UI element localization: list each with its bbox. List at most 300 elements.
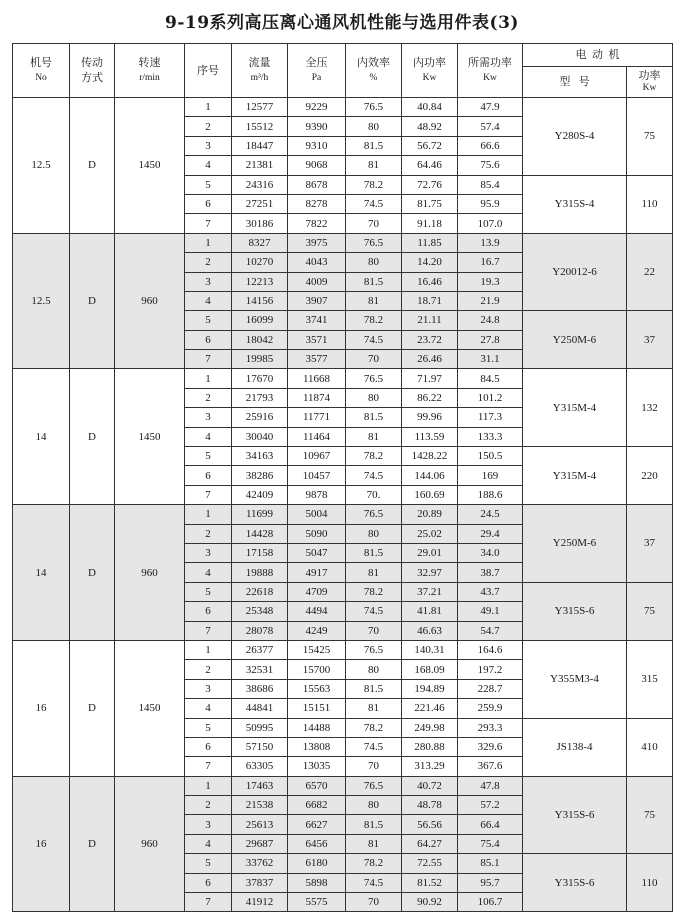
speed-cell: 1450: [115, 369, 185, 505]
pressure-cell: 5090: [288, 524, 346, 543]
flow-cell: 42409: [232, 485, 288, 504]
flow-cell: 21793: [232, 388, 288, 407]
flow-cell: 44841: [232, 699, 288, 718]
inner-power-cell: 14.20: [402, 253, 458, 272]
flow-cell: 18447: [232, 136, 288, 155]
motor-model-cell: Y250M-6: [523, 505, 627, 583]
required-power-cell: 16.7: [458, 253, 523, 272]
required-power-cell: 21.9: [458, 291, 523, 310]
required-power-cell: 66.4: [458, 815, 523, 834]
pressure-cell: 10967: [288, 447, 346, 466]
flow-cell: 25613: [232, 815, 288, 834]
seq-cell: 6: [185, 330, 232, 349]
seq-cell: 5: [185, 175, 232, 194]
efficiency-cell: 76.5: [346, 776, 402, 795]
pressure-cell: 4917: [288, 563, 346, 582]
required-power-cell: 49.1: [458, 602, 523, 621]
seq-cell: 5: [185, 854, 232, 873]
fan-performance-table: [12, 43, 673, 912]
flow-cell: 29687: [232, 834, 288, 853]
header-inner-power: 内功率 Kw: [402, 44, 458, 98]
required-power-cell: 75.6: [458, 156, 523, 175]
seq-cell: 2: [185, 388, 232, 407]
efficiency-cell: 74.5: [346, 330, 402, 349]
seq-cell: 3: [185, 815, 232, 834]
efficiency-cell: 78.2: [346, 175, 402, 194]
flow-cell: 38286: [232, 466, 288, 485]
flow-cell: 17670: [232, 369, 288, 388]
efficiency-cell: 76.5: [346, 369, 402, 388]
speed-cell: 1450: [115, 98, 185, 234]
inner-power-cell: 90.92: [402, 893, 458, 912]
table-row: [13, 505, 673, 524]
required-power-cell: 107.0: [458, 214, 523, 233]
seq-cell: 6: [185, 602, 232, 621]
required-power-cell: 19.3: [458, 272, 523, 291]
flow-cell: 21381: [232, 156, 288, 175]
pressure-cell: 4043: [288, 253, 346, 272]
inner-power-cell: 313.29: [402, 757, 458, 776]
table-row: [13, 640, 673, 659]
required-power-cell: 47.8: [458, 776, 523, 795]
motor-model-cell: JS138-4: [523, 718, 627, 776]
motor-power-cell: 110: [627, 175, 673, 233]
header-motor-model: 型 号: [523, 67, 627, 98]
motor-power-cell: 132: [627, 369, 673, 447]
seq-cell: 2: [185, 253, 232, 272]
header-motor: 电 动 机: [523, 44, 673, 67]
seq-cell: 2: [185, 117, 232, 136]
seq-cell: 1: [185, 640, 232, 659]
efficiency-cell: 80: [346, 524, 402, 543]
table-row: [13, 369, 673, 388]
efficiency-cell: 76.5: [346, 233, 402, 252]
efficiency-cell: 78.2: [346, 854, 402, 873]
seq-cell: 3: [185, 408, 232, 427]
motor-power-cell: 75: [627, 776, 673, 854]
header-machine-no: 机号 No: [13, 44, 70, 98]
inner-power-cell: 40.72: [402, 776, 458, 795]
efficiency-cell: 81.5: [346, 815, 402, 834]
flow-cell: 28078: [232, 621, 288, 640]
inner-power-cell: 46.63: [402, 621, 458, 640]
flow-cell: 14428: [232, 524, 288, 543]
pressure-cell: 5898: [288, 873, 346, 892]
pressure-cell: 8278: [288, 194, 346, 213]
drive-cell: D: [70, 369, 115, 505]
machine-no-cell: 12.5: [13, 233, 70, 369]
seq-cell: 5: [185, 447, 232, 466]
pressure-cell: 4009: [288, 272, 346, 291]
required-power-cell: 197.2: [458, 660, 523, 679]
motor-model-cell: Y280S-4: [523, 98, 627, 176]
motor-model-cell: Y315S-6: [523, 582, 627, 640]
required-power-cell: 54.7: [458, 621, 523, 640]
inner-power-cell: 48.78: [402, 796, 458, 815]
efficiency-cell: 70.: [346, 485, 402, 504]
fan-group: [13, 369, 673, 505]
drive-cell: D: [70, 640, 115, 776]
required-power-cell: 169: [458, 466, 523, 485]
pressure-cell: 11874: [288, 388, 346, 407]
seq-cell: 5: [185, 582, 232, 601]
seq-cell: 7: [185, 893, 232, 912]
motor-power-cell: 410: [627, 718, 673, 776]
pressure-cell: 6682: [288, 796, 346, 815]
motor-power-cell: 22: [627, 233, 673, 311]
inner-power-cell: 249.98: [402, 718, 458, 737]
drive-cell: D: [70, 233, 115, 369]
flow-cell: 16099: [232, 311, 288, 330]
pressure-cell: 3907: [288, 291, 346, 310]
seq-cell: 7: [185, 214, 232, 233]
table-row: [13, 98, 673, 117]
efficiency-cell: 81: [346, 563, 402, 582]
required-power-cell: 259.9: [458, 699, 523, 718]
required-power-cell: 34.0: [458, 543, 523, 562]
efficiency-cell: 70: [346, 757, 402, 776]
pressure-cell: 5047: [288, 543, 346, 562]
fan-group: [13, 776, 673, 912]
seq-cell: 4: [185, 291, 232, 310]
inner-power-cell: 11.85: [402, 233, 458, 252]
inner-power-cell: 21.11: [402, 311, 458, 330]
flow-cell: 17463: [232, 776, 288, 795]
header-flow: 流量 m³/h: [232, 44, 288, 98]
efficiency-cell: 81.5: [346, 272, 402, 291]
seq-cell: 6: [185, 194, 232, 213]
pressure-cell: 3741: [288, 311, 346, 330]
required-power-cell: 75.4: [458, 834, 523, 853]
efficiency-cell: 81.5: [346, 136, 402, 155]
table-row: [13, 776, 673, 795]
motor-power-cell: 75: [627, 98, 673, 176]
inner-power-cell: 144.06: [402, 466, 458, 485]
flow-cell: 32531: [232, 660, 288, 679]
efficiency-cell: 70: [346, 621, 402, 640]
inner-power-cell: 32.97: [402, 563, 458, 582]
drive-cell: D: [70, 98, 115, 234]
efficiency-cell: 76.5: [346, 640, 402, 659]
motor-power-cell: 37: [627, 311, 673, 369]
pressure-cell: 3577: [288, 350, 346, 369]
page-title: 9-19系列高压离心通风机性能与选用件表(3): [165, 13, 519, 33]
inner-power-cell: 194.89: [402, 679, 458, 698]
machine-no-cell: 14: [13, 505, 70, 641]
motor-model-cell: Y315M-4: [523, 369, 627, 447]
inner-power-cell: 71.97: [402, 369, 458, 388]
motor-model-cell: Y315S-6: [523, 776, 627, 854]
pressure-cell: 15563: [288, 679, 346, 698]
inner-power-cell: 160.69: [402, 485, 458, 504]
seq-cell: 6: [185, 873, 232, 892]
seq-cell: 1: [185, 505, 232, 524]
efficiency-cell: 81: [346, 427, 402, 446]
required-power-cell: 47.9: [458, 98, 523, 117]
fan-group: [13, 640, 673, 776]
inner-power-cell: 37.21: [402, 582, 458, 601]
inner-power-cell: 64.27: [402, 834, 458, 853]
pressure-cell: 11771: [288, 408, 346, 427]
efficiency-cell: 74.5: [346, 737, 402, 756]
efficiency-cell: 81: [346, 699, 402, 718]
efficiency-cell: 78.2: [346, 718, 402, 737]
flow-cell: 25348: [232, 602, 288, 621]
inner-power-cell: 72.76: [402, 175, 458, 194]
seq-cell: 6: [185, 737, 232, 756]
pressure-cell: 9878: [288, 485, 346, 504]
inner-power-cell: 26.46: [402, 350, 458, 369]
seq-cell: 3: [185, 136, 232, 155]
flow-cell: 19985: [232, 350, 288, 369]
inner-power-cell: 86.22: [402, 388, 458, 407]
pressure-cell: 9310: [288, 136, 346, 155]
pressure-cell: 6627: [288, 815, 346, 834]
flow-cell: 10270: [232, 253, 288, 272]
flow-cell: 12213: [232, 272, 288, 291]
machine-no-cell: 16: [13, 640, 70, 776]
motor-power-cell: 220: [627, 447, 673, 505]
required-power-cell: 329.6: [458, 737, 523, 756]
inner-power-cell: 168.09: [402, 660, 458, 679]
seq-cell: 2: [185, 524, 232, 543]
inner-power-cell: 81.75: [402, 194, 458, 213]
flow-cell: 11699: [232, 505, 288, 524]
flow-cell: 22618: [232, 582, 288, 601]
inner-power-cell: 72.55: [402, 854, 458, 873]
inner-power-cell: 25.02: [402, 524, 458, 543]
flow-cell: 12577: [232, 98, 288, 117]
fan-group: [13, 233, 673, 369]
required-power-cell: 117.3: [458, 408, 523, 427]
required-power-cell: 150.5: [458, 447, 523, 466]
speed-cell: 960: [115, 233, 185, 369]
required-power-cell: 101.2: [458, 388, 523, 407]
required-power-cell: 13.9: [458, 233, 523, 252]
motor-power-cell: 110: [627, 854, 673, 912]
seq-cell: 1: [185, 98, 232, 117]
flow-cell: 8327: [232, 233, 288, 252]
efficiency-cell: 74.5: [346, 194, 402, 213]
required-power-cell: 95.7: [458, 873, 523, 892]
inner-power-cell: 91.18: [402, 214, 458, 233]
seq-cell: 3: [185, 543, 232, 562]
efficiency-cell: 74.5: [346, 873, 402, 892]
flow-cell: 14156: [232, 291, 288, 310]
flow-cell: 19888: [232, 563, 288, 582]
inner-power-cell: 280.88: [402, 737, 458, 756]
motor-model-cell: Y315S-6: [523, 854, 627, 912]
motor-model-cell: Y355M3-4: [523, 640, 627, 718]
inner-power-cell: 64.46: [402, 156, 458, 175]
header-efficiency: 内效率 %: [346, 44, 402, 98]
header-pressure: 全压 Pa: [288, 44, 346, 98]
flow-cell: 15512: [232, 117, 288, 136]
header-required-power: 所需功率 Kw: [458, 44, 523, 98]
required-power-cell: 84.5: [458, 369, 523, 388]
motor-model-cell: Y315S-4: [523, 175, 627, 233]
drive-cell: D: [70, 505, 115, 641]
flow-cell: 26377: [232, 640, 288, 659]
table-row: [13, 233, 673, 252]
flow-cell: 38686: [232, 679, 288, 698]
table-header: [13, 44, 673, 98]
seq-cell: 6: [185, 466, 232, 485]
efficiency-cell: 81.5: [346, 543, 402, 562]
efficiency-cell: 74.5: [346, 602, 402, 621]
efficiency-cell: 80: [346, 796, 402, 815]
efficiency-cell: 70: [346, 214, 402, 233]
seq-cell: 4: [185, 563, 232, 582]
pressure-cell: 7822: [288, 214, 346, 233]
efficiency-cell: 80: [346, 117, 402, 136]
required-power-cell: 57.4: [458, 117, 523, 136]
inner-power-cell: 81.52: [402, 873, 458, 892]
pressure-cell: 4249: [288, 621, 346, 640]
pressure-cell: 6570: [288, 776, 346, 795]
pressure-cell: 8678: [288, 175, 346, 194]
machine-no-cell: 14: [13, 369, 70, 505]
flow-cell: 57150: [232, 737, 288, 756]
required-power-cell: 24.8: [458, 311, 523, 330]
seq-cell: 7: [185, 485, 232, 504]
seq-cell: 1: [185, 233, 232, 252]
pressure-cell: 4709: [288, 582, 346, 601]
seq-cell: 2: [185, 660, 232, 679]
flow-cell: 50995: [232, 718, 288, 737]
seq-cell: 4: [185, 156, 232, 175]
pressure-cell: 3975: [288, 233, 346, 252]
seq-cell: 4: [185, 834, 232, 853]
efficiency-cell: 81: [346, 291, 402, 310]
motor-power-cell: 315: [627, 640, 673, 718]
efficiency-cell: 70: [346, 350, 402, 369]
pressure-cell: 14488: [288, 718, 346, 737]
pressure-cell: 15151: [288, 699, 346, 718]
inner-power-cell: 16.46: [402, 272, 458, 291]
efficiency-cell: 81.5: [346, 408, 402, 427]
efficiency-cell: 78.2: [346, 447, 402, 466]
required-power-cell: 106.7: [458, 893, 523, 912]
pressure-cell: 13808: [288, 737, 346, 756]
inner-power-cell: 140.31: [402, 640, 458, 659]
required-power-cell: 24.5: [458, 505, 523, 524]
pressure-cell: 4494: [288, 602, 346, 621]
seq-cell: 7: [185, 621, 232, 640]
pressure-cell: 5575: [288, 893, 346, 912]
required-power-cell: 228.7: [458, 679, 523, 698]
required-power-cell: 164.6: [458, 640, 523, 659]
flow-cell: 25916: [232, 408, 288, 427]
required-power-cell: 31.1: [458, 350, 523, 369]
speed-cell: 960: [115, 505, 185, 641]
efficiency-cell: 76.5: [346, 98, 402, 117]
required-power-cell: 85.4: [458, 175, 523, 194]
header-motor-power: 功率 Kw: [627, 67, 673, 98]
motor-model-cell: Y315M-4: [523, 447, 627, 505]
inner-power-cell: 113.59: [402, 427, 458, 446]
inner-power-cell: 56.56: [402, 815, 458, 834]
pressure-cell: 6456: [288, 834, 346, 853]
efficiency-cell: 78.2: [346, 311, 402, 330]
speed-cell: 960: [115, 776, 185, 912]
pressure-cell: 9229: [288, 98, 346, 117]
seq-cell: 7: [185, 757, 232, 776]
motor-power-cell: 37: [627, 505, 673, 583]
flow-cell: 30040: [232, 427, 288, 446]
inner-power-cell: 40.84: [402, 98, 458, 117]
required-power-cell: 29.4: [458, 524, 523, 543]
flow-cell: 30186: [232, 214, 288, 233]
seq-cell: 7: [185, 350, 232, 369]
pressure-cell: 6180: [288, 854, 346, 873]
header-drive: 传动 方式: [70, 44, 115, 98]
inner-power-cell: 48.92: [402, 117, 458, 136]
pressure-cell: 9390: [288, 117, 346, 136]
efficiency-cell: 81: [346, 156, 402, 175]
machine-no-cell: 12.5: [13, 98, 70, 234]
efficiency-cell: 78.2: [346, 582, 402, 601]
required-power-cell: 367.6: [458, 757, 523, 776]
seq-cell: 5: [185, 718, 232, 737]
pressure-cell: 5004: [288, 505, 346, 524]
pressure-cell: 10457: [288, 466, 346, 485]
seq-cell: 4: [185, 427, 232, 446]
inner-power-cell: 29.01: [402, 543, 458, 562]
inner-power-cell: 56.72: [402, 136, 458, 155]
inner-power-cell: 99.96: [402, 408, 458, 427]
efficiency-cell: 76.5: [346, 505, 402, 524]
flow-cell: 33762: [232, 854, 288, 873]
machine-no-cell: 16: [13, 776, 70, 912]
seq-cell: 5: [185, 311, 232, 330]
efficiency-cell: 81: [346, 834, 402, 853]
required-power-cell: 133.3: [458, 427, 523, 446]
seq-cell: 2: [185, 796, 232, 815]
pressure-cell: 15700: [288, 660, 346, 679]
seq-cell: 1: [185, 776, 232, 795]
header-speed: 转速 r/min: [115, 44, 185, 98]
seq-cell: 3: [185, 679, 232, 698]
motor-model-cell: Y20012-6: [523, 233, 627, 311]
flow-cell: 37837: [232, 873, 288, 892]
efficiency-cell: 80: [346, 660, 402, 679]
required-power-cell: 188.6: [458, 485, 523, 504]
motor-model-cell: Y250M-6: [523, 311, 627, 369]
pressure-cell: 15425: [288, 640, 346, 659]
speed-cell: 1450: [115, 640, 185, 776]
flow-cell: 27251: [232, 194, 288, 213]
motor-power-cell: 75: [627, 582, 673, 640]
seq-cell: 1: [185, 369, 232, 388]
fan-group: [13, 505, 673, 641]
efficiency-cell: 74.5: [346, 466, 402, 485]
drive-cell: D: [70, 776, 115, 912]
required-power-cell: 85.1: [458, 854, 523, 873]
flow-cell: 41912: [232, 893, 288, 912]
required-power-cell: 293.3: [458, 718, 523, 737]
flow-cell: 21538: [232, 796, 288, 815]
inner-power-cell: 41.81: [402, 602, 458, 621]
efficiency-cell: 70: [346, 893, 402, 912]
seq-cell: 4: [185, 699, 232, 718]
pressure-cell: 11464: [288, 427, 346, 446]
inner-power-cell: 1428.22: [402, 447, 458, 466]
flow-cell: 24316: [232, 175, 288, 194]
inner-power-cell: 221.46: [402, 699, 458, 718]
required-power-cell: 43.7: [458, 582, 523, 601]
flow-cell: 17158: [232, 543, 288, 562]
